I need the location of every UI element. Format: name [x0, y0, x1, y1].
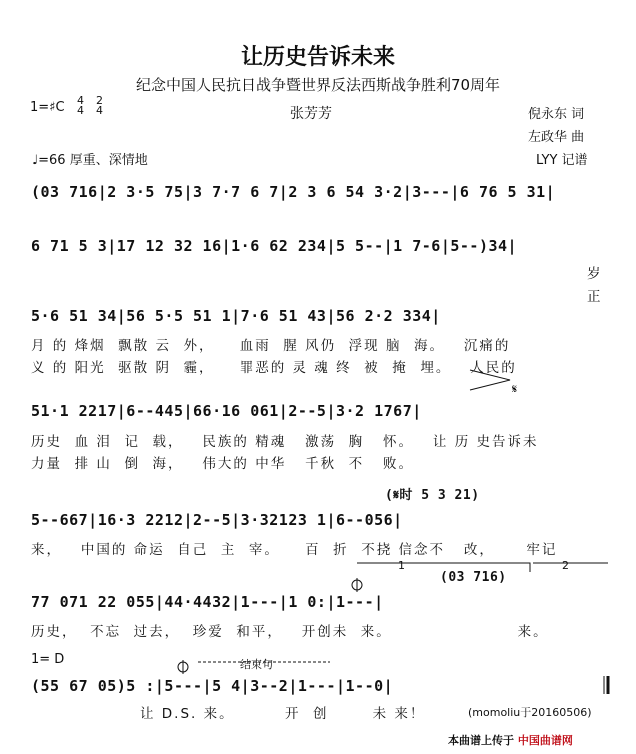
tempo-marking: ♩=66 厚重、深情地 — [32, 153, 148, 168]
ending-label: 结束句 — [240, 658, 273, 671]
volta-2-label: 2 — [562, 559, 569, 572]
lyric-line-7: 让 D.S. 来。 开 创 未 来！ — [140, 706, 426, 722]
score-line-3: 5·6 51 34|56 5·5 51 1|7·6 51 43|56 2·2 334| — [31, 307, 441, 325]
time-signature-1: 4 4 — [77, 94, 84, 117]
song-subtitle: 纪念中国人民抗日战争暨世界反法西斯战争胜利70周年 — [135, 76, 501, 94]
score-line-7: (55 67 05)5 :|5---|5 4|3--2|1---|1--0| — [31, 677, 394, 695]
dal-segno-note: (𝄋时 5 3 21) — [385, 488, 480, 503]
lyric-line-4b: 力量 排 山 倒 海， 伟大的 中华 千秋 不 败。 — [31, 456, 415, 472]
time-signature-2: 2 4 — [96, 94, 103, 117]
score-line-6: 77 071 22 055|44·4432|1---|1 0:|1---| — [31, 593, 384, 611]
key-signature: 1=♯C — [30, 100, 65, 115]
footer-prefix: 本曲谱上传于 — [448, 734, 514, 747]
lyric-line-3b: 义 的 阳光 驱散 阴 霾， 罪恶的 灵 魂 终 被 掩 埋。 人民的 — [31, 360, 517, 376]
song-title: 让历史告诉未来 — [240, 45, 395, 70]
volta-bracket-notes: (03 716) — [440, 570, 507, 585]
lyric-line-6: 历史， 不忘 过去， 珍爱 和平， 开创未 来。 来。 — [31, 624, 549, 640]
transcription-credit: (momoliu于20160506) — [468, 706, 592, 719]
score-line-4: 51·1 2217|6--445|66·16 061|2--5|3·2 1767| — [31, 402, 422, 420]
singer: 张芳芳 — [290, 106, 332, 122]
hairpin — [470, 370, 510, 390]
lyric-line-3a: 月 的 烽烟 飘散 云 外， 血雨 腥 风仍 浮现 脑 海。 沉痛的 — [31, 338, 511, 354]
lyricist: 倪永东 词 — [528, 107, 585, 122]
score-line-2: 6 71 5 3|17 12 32 16|1·6 62 234|5 5--|1 7-6|5--)34| — [31, 237, 518, 255]
score-line-1: (03 716|2 3·5 75|3 7·7 6 7|2 3 6 54 3·2|3---|6 76 5 31| — [31, 183, 556, 201]
score-line-5: 5--667|16·3 2212|2--5|3·32123 1|6--056| — [31, 511, 403, 529]
volta-1-label: 1 — [398, 559, 405, 572]
key-change: 1= D — [31, 652, 65, 667]
lyric-pickup-2: 正 — [587, 289, 603, 305]
lyric-line-5: 来， 中国的 命运 自己 主 宰。 百 折 不挠 信念不 改， 牢记 — [31, 542, 558, 558]
volta-1-bracket — [357, 563, 530, 572]
composer: 左政华 曲 — [528, 130, 585, 145]
transcriber: LYY 记谱 — [536, 153, 588, 168]
site-logo: 中国曲谱网 — [517, 734, 573, 747]
lyric-line-4a: 历史 血 泪 记 载， 民族的 精魂 激荡 胸 怀。 让 历 史告诉未 — [31, 434, 539, 450]
segno-mark: 𝄋 — [512, 382, 518, 396]
lyric-pickup-1: 岁 — [587, 266, 603, 282]
